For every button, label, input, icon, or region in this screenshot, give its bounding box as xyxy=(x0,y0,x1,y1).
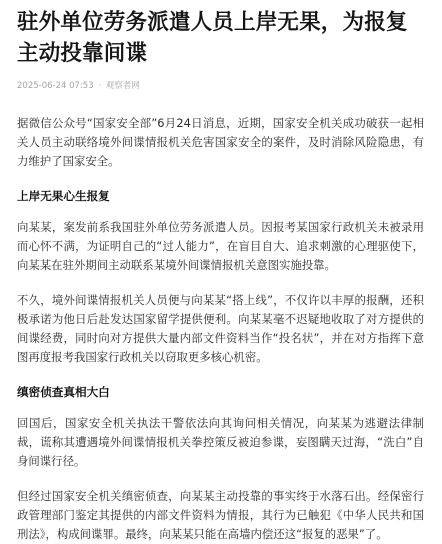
publish-datetime: 2025-06-24 07:53 xyxy=(17,81,94,91)
article-title: 驻外单位劳务派遣人员上岸无果，为报复主动投靠间谍 xyxy=(17,10,408,66)
article-source[interactable]: 观察者网 xyxy=(105,81,140,91)
article-meta xyxy=(17,80,424,92)
meta-separator: · xyxy=(98,81,102,91)
paragraph: 但经过国家安全机关缜密侦查，向某某主动投靠的事实终于水落石出。经保密行政管理部门鉴定其提供的内部文件资料为情报，其行为已触犯《中华人民共和国刑法》，构成间谍罪。最终，向某某只能在高墙内偿还这“报复的恶果”了。 xyxy=(17,489,424,541)
section-heading: 上岸无果心生报复 xyxy=(17,189,110,203)
article-body xyxy=(17,114,424,544)
paragraph: 回国后，国家安全机关执法干警依法向其询问相关情况，向某某为逃避法律制裁，谎称其遭遇境外间谍情报机关拳控策反被迫参谍，妄图瞒天过海，“洗白”自身间谍行径。 xyxy=(17,416,424,468)
paragraph: 向某某，案发前系我国驻外单位劳务派遣人员。因报考某国家行政机关未被录用而心怀不满，为证明自己的“过人能力”，在盲目自大、追求刺激的心理驱使下，向某某在驻外期间主动联系某境外间谍情报机关意图实施投靠。 xyxy=(17,220,424,272)
paragraph: 不久，境外间谍情报机关人员便与向某某“搭上线”，不仅许以丰厚的报酬，还积极承诺为他日后赴发达国家留学提供便利。向某某毫不迟疑地收取了对方提供的间谍经费，同时向对方提供大量内部文件资料当作“投名状”，并在对方指挥下意图再度报考我国家行政机关以窃取更多核心机密。 xyxy=(17,293,424,364)
section-heading: 缜密侦查真相大白 xyxy=(17,385,110,399)
paragraph-intro: 据微信公众号“国家安全部”6月24日消息，近期，国家安全机关成功破获一起相关人员主动联络境外间谍情报机关危害国家安全的案件，及时消除风险隐患，有力维护了国家安全。 xyxy=(17,116,424,168)
